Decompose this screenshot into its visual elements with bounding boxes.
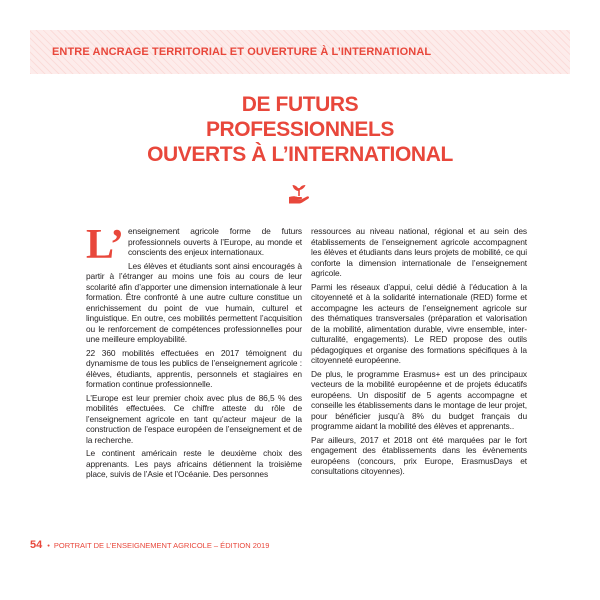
article-paragraph: Parmi les réseaux d’appui, celui dédié à l’éducation à la citoyenneté et à la solidarité internationale (RED) forme et accompagne les acteurs de l’enseignement agricole sur des thématiques transversales (préparation et valorisation de la mobilité, alimentation durable, vivre ensemble, inter-culturalité, engagements). Le RED propose des outils pédagogiques et organise des formations spécifiques à la citoyenneté européenne.	[311, 281, 527, 365]
article-paragraph: Le continent américain reste le deuxième choix des apprenants. Les pays africains détiennent la troisième place, suivis de l’Asie et l’Océanie. Des personnes	[86, 448, 302, 479]
title-line: PROFESSIONNELS	[205, 118, 395, 141]
publication-title: PORTRAIT DE L’ENSEIGNEMENT AGRICOLE – ÉDITION 2019	[53, 541, 270, 550]
footer-bullet: •	[47, 541, 50, 550]
drop-cap: L’	[86, 222, 124, 268]
page-number: 54	[30, 539, 43, 551]
article-paragraph: L’Europe est leur premier choix avec plus de 86,5 % des mobilités effectuées. Ce chiffre atteste du rôle de l’enseignement agricole en tant qu’acteur majeur de la construction de l’espace européen de l’enseignement et de la recherche.	[86, 392, 302, 445]
title-line: OUVERTS À L’INTERNATIONAL	[147, 143, 453, 166]
article-paragraph: L’ enseignement agricole forme de futurs professionnels ouverts à l’Europe, au monde et conscients des enjeux internationaux.	[86, 222, 302, 268]
title-line: DE FUTURS	[241, 93, 359, 116]
article-paragraph: De plus, le programme Erasmus+ est un des principaux vecteurs de la mobilité européenne et de projets éducatifs européens. Un dispositif de 5 agents accompagne et conseille les établissements dans le montage de leur projet, pour bénéficier jusqu’à 8% du budget français du programme aidant la mobilité des élèves et apprenants..	[311, 368, 527, 431]
article-paragraph: ressources au niveau national, régional et au sein des établissements de l’enseignement agricole accompagnent les élèves et étudiants dans leurs projets de mobilité, ce qui conforte la dimension internationale de l’enseignement agricole.	[311, 226, 527, 278]
article-paragraph: Par ailleurs, 2017 et 2018 ont été marquées par le fort engagement des établissements dans les évènements européens (concours, prix Europe, ErasmusDays et consultations citoyennes).	[311, 434, 527, 476]
section-title: ENTRE ANCRAGE TERRITORIAL ET OUVERTURE À L’INTERNATIONAL	[52, 46, 432, 58]
article-paragraph: 22 360 mobilités effectuées en 2017 témoignent du dynamisme de tous les publics de l’enseignement agricole : élèves, étudiants, apprentis, personnels et stagiaires en formation continue professionnelle.	[86, 347, 302, 389]
article-right-column	[311, 226, 527, 480]
page-title	[0, 92, 600, 167]
article-paragraph: Les élèves et étudiants sont ainsi encouragés à partir à l’étranger au moins une fois au cours de leur scolarité afin d’apporter une dimension internationale à leur formation. Être confronté à une autre culture constitue un enrichissement du point de vue humain, culturel et linguistique. En outre, ces mobilités permettent l’acquisition ou le renforcement de compétences professionnelles pour une meilleure employabilité.	[86, 260, 302, 344]
article-left-column	[86, 222, 302, 483]
plant-in-hand-icon	[286, 182, 312, 208]
page-footer	[30, 539, 269, 551]
